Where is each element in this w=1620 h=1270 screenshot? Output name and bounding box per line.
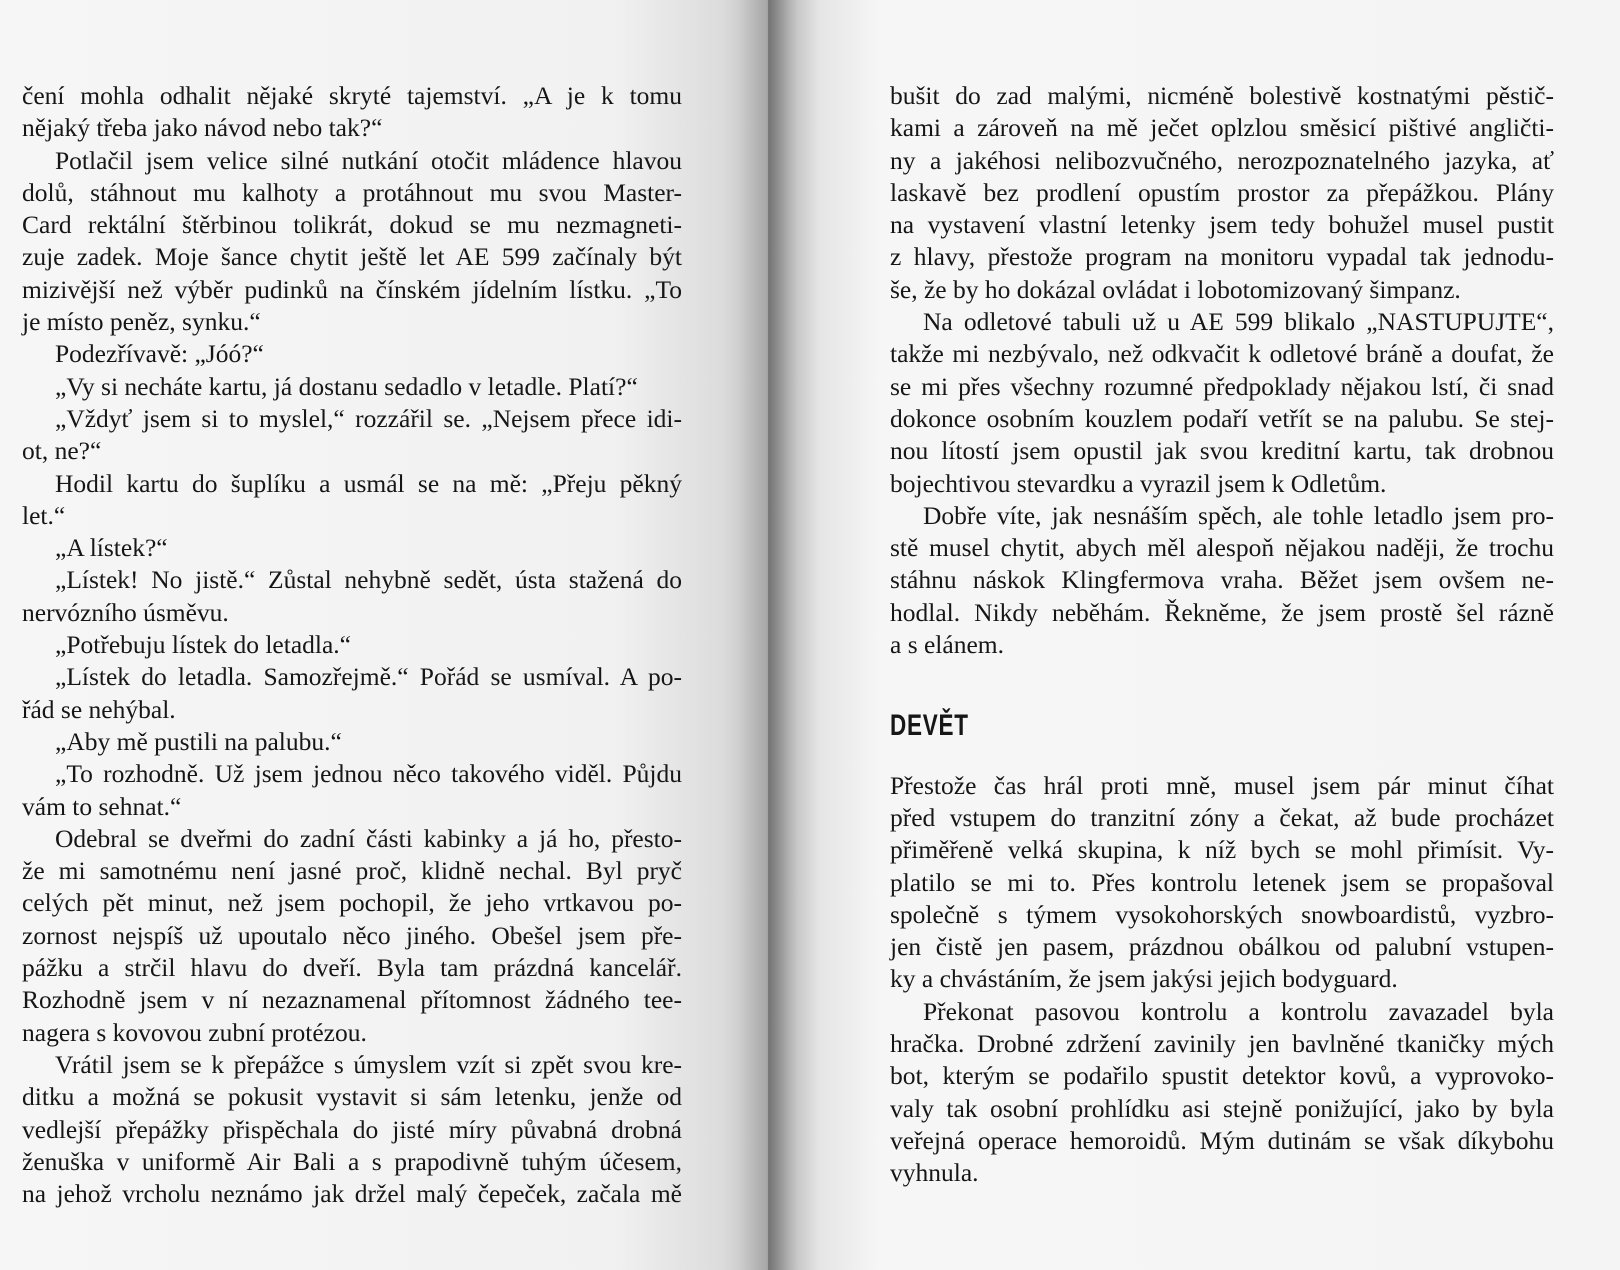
text-line: „To rozhodně. Už jsem jednou něco takového viděl. Půjdu xyxy=(55,759,682,789)
text-line: vedlejší přepážky přispěchala do jisté míry půvabná drobná xyxy=(22,1114,682,1144)
text-line: Na odletové tabuli už u AE 599 blikalo „NASTUPUJTE“, xyxy=(923,307,1554,337)
text-line: takže mi nezbývalo, než odkvačit k odletové bráně a doufat, že xyxy=(890,339,1554,369)
text-line: Hodil kartu do šuplíku a usmál se na mě: „Přeju pěkný xyxy=(55,468,682,498)
text-line: z hlavy, přestože program na monitoru vypadal tak jednodu- xyxy=(890,242,1554,272)
text-line: jen čistě jen pasem, prázdnou obálkou od palubní vstupen- xyxy=(890,932,1554,962)
text-line: Card rektální štěrbinou tolikrát, dokud se mu nezmagneti- xyxy=(22,210,682,240)
text-line: Potlačil jsem velice silné nutkání otočit mládence hlavou xyxy=(55,145,682,175)
text-line: ky a chvástáním, že jsem jakýsi jejich bodyguard. xyxy=(890,964,1398,994)
text-line: „Aby mě pustili na palubu.“ xyxy=(55,726,342,756)
left-page-text xyxy=(22,80,682,1210)
text-line: mizivější než výběr pudinků na čínském jídelním lístku. „To xyxy=(22,274,682,304)
text-line: nervózního úsměvu. xyxy=(22,597,229,627)
text-line: přiměřeně velká skupina, k níž bych se mohl přimísit. Vy- xyxy=(890,835,1554,865)
text-line: je místo peněz, synku.“ xyxy=(22,307,261,337)
text-line: hračka. Drobné zdržení zavinily jen bavlněné tkaničky mých xyxy=(890,1029,1554,1059)
text-line: na vystavení vlastní letenky jsem tedy bohužel musel pustit xyxy=(890,210,1554,240)
text-line: pážku a strčil hlavu do dveří. Byla tam prázdná kancelář. xyxy=(22,953,682,983)
text-line: před vstupem do tranzitní zóny a čekat, až bude procházet xyxy=(890,802,1554,832)
text-line: vám to sehnat.“ xyxy=(22,791,182,821)
text-line: vyhnula. xyxy=(890,1158,979,1188)
right-page-text xyxy=(890,80,1554,1190)
text-line: valy tak osobní prohlídku asi stejně ponižující, jako by byla xyxy=(890,1093,1554,1123)
chapter-spacer xyxy=(890,661,1554,693)
text-line: Dobře víte, jak nesnáším spěch, ale tohle letadlo jsem pro- xyxy=(923,500,1554,530)
text-line: celých pět minut, než jsem pochopil, že jeho vrtkavou po- xyxy=(22,888,682,918)
text-line: Přestože čas hrál proti mně, musel jsem pár minut číhat xyxy=(890,770,1554,800)
text-line: ot, ne?“ xyxy=(22,436,102,466)
text-line: ženuška v uniformě Air Bali a s prapodivně tuhým účesem, xyxy=(22,1146,682,1176)
text-line: nějaký třeba jako návod nebo tak?“ xyxy=(22,113,383,143)
chapter-heading: DEVĚT xyxy=(890,708,969,742)
text-line: zuje zadek. Moje šance chytit ještě let AE 599 začínaly být xyxy=(22,242,682,272)
right-page-text-after-chapter xyxy=(890,770,1554,1190)
text-line: Rozhodně jsem v ní nezaznamenal přítomnost žádného tee- xyxy=(22,985,682,1015)
text-line: se mi přes všechny rozumné předpoklady nějakou lstí, či snad xyxy=(890,371,1554,401)
text-line: stáhnu náskok Klingfermova vraha. Běžet jsem ovšem ne- xyxy=(890,565,1554,595)
text-line: Překonat pasovou kontrolu a kontrolu zavazadel byla xyxy=(923,996,1554,1026)
text-line: zornost nejspíš už upoutalo něco jiného. Obešel jsem pře- xyxy=(22,920,682,950)
text-line: nou lítostí jsem opustil jak svou kreditní kartu, tak drobnou xyxy=(890,436,1554,466)
text-line: „Potřebuju lístek do letadla.“ xyxy=(55,630,352,660)
text-line: ny a jakéhosi nelibozvučného, nerozpoznatelného jazyka, ať xyxy=(890,145,1554,175)
text-line: dolů, stáhnout mu kalhoty a protáhnout mu svou Master- xyxy=(22,177,682,207)
text-line: „A lístek?“ xyxy=(55,533,168,563)
text-line: laskavě bez prodlení opustím prostor za přepážkou. Plány xyxy=(890,177,1554,207)
text-line: „Lístek do letadla. Samozřejmě.“ Pořád se usmíval. A po- xyxy=(55,662,682,692)
text-line: a s elánem. xyxy=(890,630,1004,660)
text-line: bušit do zad malými, nicméně bolestivě kostnatými pěstič- xyxy=(890,81,1554,110)
text-line: veřejná operace hemoroidů. Mým dutinám se však díkybohu xyxy=(890,1125,1554,1155)
text-line: platilo se mi to. Přes kontrolu letenek jsem se propašoval xyxy=(890,867,1554,897)
text-line: stě musel chytit, abych měl alespoň nějakou naději, že trochu xyxy=(890,533,1554,563)
text-line: še, že by ho dokázal ovládat i lobotomizovaný šimpanz. xyxy=(890,274,1461,304)
text-line: na jehož vrcholu neznámo jak držel malý čepeček, začala mě xyxy=(22,1179,682,1209)
text-line: Vrátil jsem se k přepážce s úmyslem vzít si zpět svou kre- xyxy=(55,1049,682,1079)
text-line: bojechtivou stevardku a vyrazil jsem k Odletům. xyxy=(890,468,1387,498)
text-line: čení mohla odhalit nějaké skryté tajemství. „A je k tomu xyxy=(22,81,682,110)
text-line: „Vždyť jsem si to myslel,“ rozzářil se. „Nejsem přece idi- xyxy=(55,403,682,433)
text-line: společně s týmem vysokohorských snowboardistů, vyzbro- xyxy=(890,899,1554,929)
text-line: Odebral se dveřmi do zadní části kabinky a já ho, přesto- xyxy=(55,823,682,853)
text-line: ditku a možná se pokusit vystavit si sám letenku, jenže od xyxy=(22,1082,682,1112)
text-line: Podezřívavě: „Jóó?“ xyxy=(55,339,264,369)
text-line: kami a zároveň na mě ječet oplzlou směsicí pištivé angličti- xyxy=(890,113,1554,143)
right-page-text-before-chapter xyxy=(890,80,1554,661)
right-page xyxy=(768,0,1620,1270)
left-page xyxy=(0,0,768,1270)
text-line: „Lístek! No jistě.“ Zůstal nehybně sedět, ústa stažená do xyxy=(55,565,682,595)
text-line: dokonce osobním kouzlem podaří vetřít se na palubu. Se stej- xyxy=(890,403,1554,433)
text-line: „Vy si necháte kartu, já dostanu sedadlo v letadle. Platí?“ xyxy=(55,371,638,401)
text-line: řád se nehýbal. xyxy=(22,694,176,724)
text-line: hodlal. Nikdy neběhám. Řekněme, že jsem prostě šel rázně xyxy=(890,597,1554,627)
text-line: let.“ xyxy=(22,500,66,530)
text-line: nagera s kovovou zubní protézou. xyxy=(22,1017,367,1047)
text-line: bot, kterým se podařilo spustit detektor kovů, a vyprovoko- xyxy=(890,1061,1554,1091)
text-line: že mi samotnému není jasné proč, klidně nechal. Byl pryč xyxy=(22,856,682,886)
